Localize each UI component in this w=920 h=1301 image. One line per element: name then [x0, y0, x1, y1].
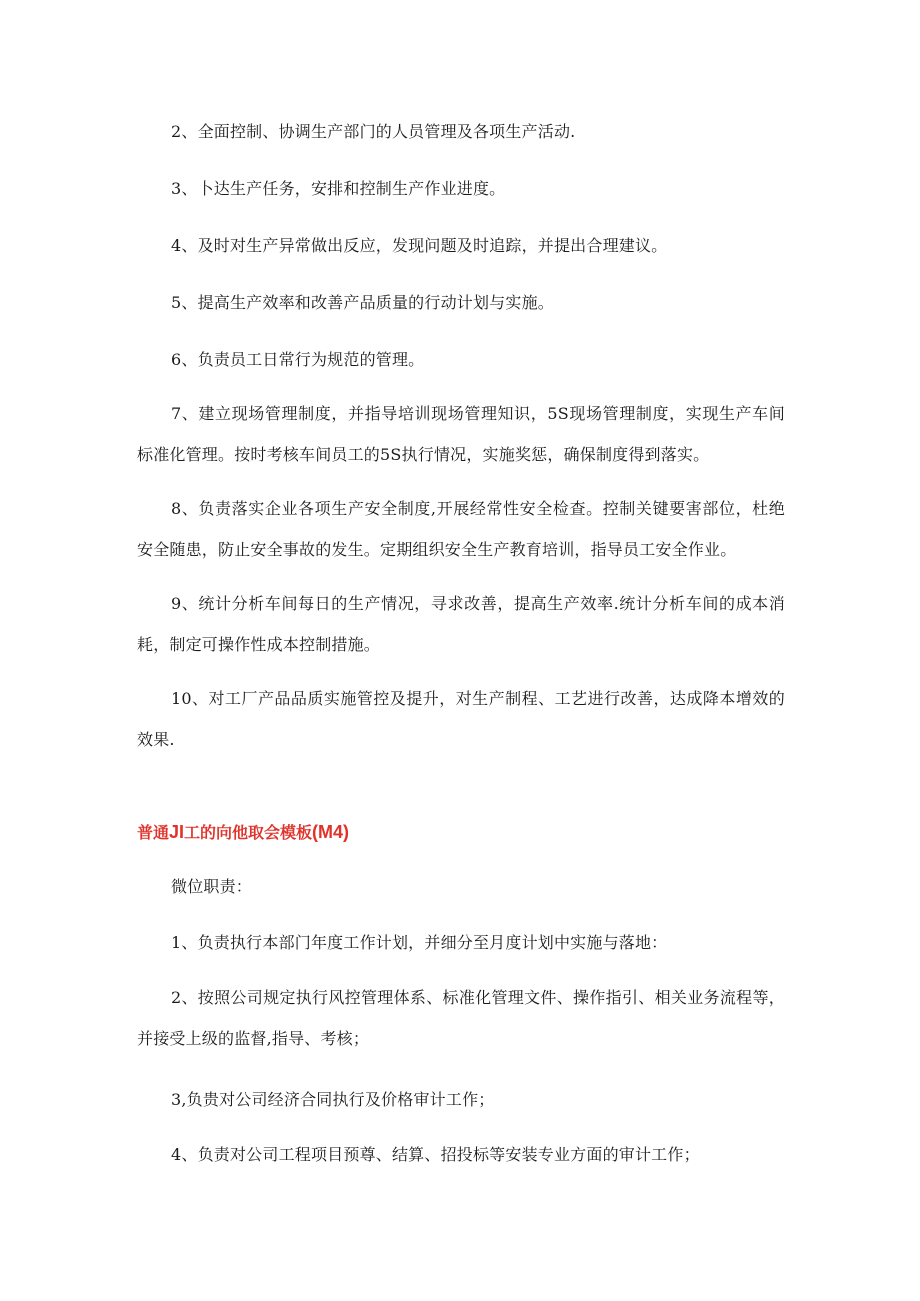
- duty-item-7: 7、建立现场管理制度，并指导培训现场管理知识，5S现场管理制度，实现生产车间标准化管理。按时考核车间员工的5S执行情况，实施奖惩，确保制度得到落实。: [137, 404, 785, 464]
- job-duty-item-1: 1、负责执行本部门年度工作计划，并细分至月度计划中实施与落地：: [171, 933, 668, 952]
- job-duties-subheading: 微位职责：: [171, 877, 253, 896]
- duty-item-9: 9、统计分析车间每日的生产情况，寻求改善，提高生产效率.统计分析车间的成本消耗，制定可操作性成本控制措施。: [137, 594, 785, 654]
- duty-item-3: 3、卜达生产任务，安排和控制生产作业进度。: [171, 179, 506, 198]
- job-duty-item-3: 3,负贵对公司经济合同执行及价格审计工作；: [171, 1090, 495, 1109]
- duty-item-5: 5、提高生产效率和改善产品质量的行动计划与实施。: [171, 293, 554, 312]
- duty-item-2: 2、全面控制、协调生产部门的人员管理及各项生产活动.: [171, 122, 576, 141]
- heading-part-3: 工的向他取会模板: [184, 823, 313, 842]
- job-duty-item-2: 2、按照公司规定执行风控管理体系、标准化管理文件、操作指引、相关业务流程等，并接受上级的监督,指导、考核；: [137, 988, 785, 1048]
- duty-item-6: 6、负责员工日常行为规范的管理。: [171, 350, 425, 369]
- heading-part-4: (M4): [312, 822, 350, 842]
- job-duty-item-4: 4、负责对公司工程项目预尊、结算、招投标等安装专业方面的审计工作；: [171, 1145, 700, 1164]
- duty-item-8: 8、负责落实企业各项生产安全制度,开展经常性安全检查。控制关键要害部位，杜绝安全随患，防止安全事故的发生。定期组织安全生产教育培训，指导员工安全作业。: [137, 499, 785, 559]
- section-heading: [137, 812, 349, 853]
- duty-item-10: 10、对工厂产品品质实施管控及提升，对生产制程、工艺进行改善，达成降本增效的效果.: [137, 689, 785, 749]
- heading-part-2: JI: [169, 822, 185, 842]
- duty-item-4: 4、及时对生产异常做出反应，发现问题及时追踪，并提出合理建议。: [171, 236, 668, 255]
- heading-part-1: 普通: [137, 823, 170, 842]
